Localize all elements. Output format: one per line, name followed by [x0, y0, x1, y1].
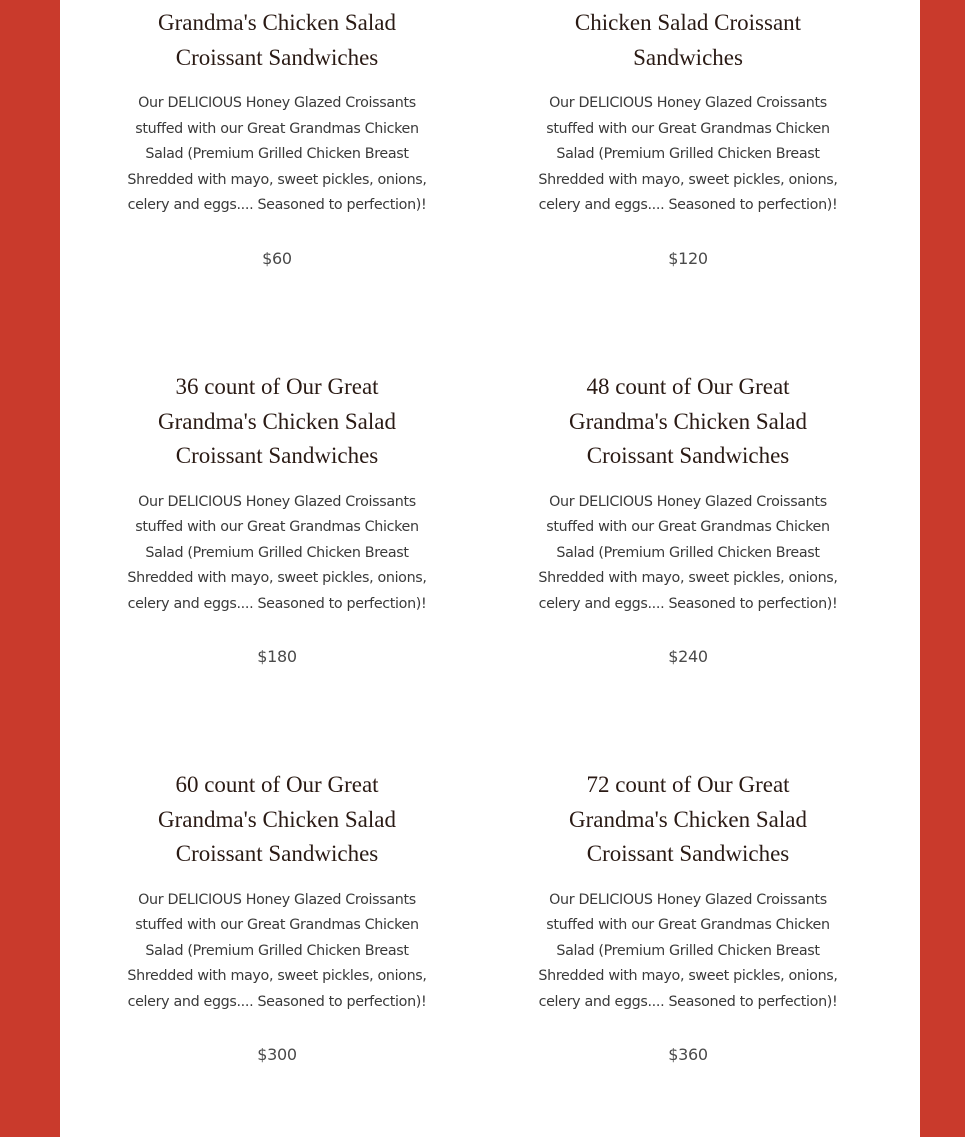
item-price: $120 — [668, 248, 708, 268]
item-title-line: 72 count of Our Great — [586, 772, 790, 797]
item-title-line: Croissant Sandwiches — [175, 443, 379, 468]
item-title — [152, 768, 402, 872]
item-price: $240 — [668, 647, 708, 667]
menu-panel — [60, 0, 920, 1137]
menu-item — [112, 6, 442, 270]
item-description: Our DELICIOUS Honey Glazed Croissants stuffed with our Great Grandmas Chicken Salad (Premium Grilled Chicken Breast Shredded with mayo, sweet pickles, onions, celery and eggs.... Seasoned to perfection)! — [127, 493, 427, 612]
item-title-line: Croissant Sandwiches — [586, 841, 790, 866]
menu-item — [112, 370, 442, 668]
item-title — [152, 370, 402, 474]
item-description: Our DELICIOUS Honey Glazed Croissants stuffed with our Great Grandmas Chicken Salad (Premium Grilled Chicken Breast Shredded with mayo, sweet pickles, onions, celery and eggs.... Seasoned to perfection)! — [127, 891, 427, 1010]
item-title-line: Grandma's Chicken Salad — [569, 408, 807, 434]
menu-item — [523, 6, 853, 270]
item-title-line: Grandma's Chicken Salad — [158, 806, 396, 832]
item-price: $60 — [262, 248, 292, 268]
item-description: Our DELICIOUS Honey Glazed Croissants stuffed with our Great Grandmas Chicken Salad (Premium Grilled Chicken Breast Shredded with mayo, sweet pickles, onions, celery and eggs.... Seasoned to perfection)! — [127, 95, 427, 214]
item-title — [563, 768, 813, 872]
menu-item — [523, 370, 853, 668]
item-title-line: Grandma's Chicken Salad — [158, 10, 396, 35]
item-price: $180 — [257, 647, 297, 667]
item-title-line: Grandma's Chicken Salad — [158, 408, 396, 434]
menu-item — [112, 768, 442, 1066]
item-description: Our DELICIOUS Honey Glazed Croissants stuffed with our Great Grandmas Chicken Salad (Premium Grilled Chicken Breast Shredded with mayo, sweet pickles, onions, celery and eggs.... Seasoned to perfection)! — [538, 891, 838, 1010]
item-price: $300 — [257, 1045, 297, 1065]
item-title — [563, 6, 813, 75]
item-title-line: Sandwiches — [633, 44, 743, 70]
item-description: Our DELICIOUS Honey Glazed Croissants stuffed with our Great Grandmas Chicken Salad (Premium Grilled Chicken Breast Shredded with mayo, sweet pickles, onions, celery and eggs.... Seasoned to perfection)! — [538, 493, 838, 612]
item-description: Our DELICIOUS Honey Glazed Croissants stuffed with our Great Grandmas Chicken Salad (Premium Grilled Chicken Breast Shredded with mayo, sweet pickles, onions, celery and eggs.... Seasoned to perfection)! — [538, 95, 838, 214]
item-title-line: Chicken Salad Croissant — [574, 10, 802, 35]
item-title-line: 36 count of Our Great — [175, 374, 379, 399]
item-title-line: Grandma's Chicken Salad — [569, 806, 807, 832]
item-title-line: 48 count of Our Great — [586, 374, 790, 399]
item-title-line: Croissant Sandwiches — [586, 443, 790, 468]
item-title-line: Croissant Sandwiches — [175, 841, 379, 866]
item-title-line: 60 count of Our Great — [175, 772, 379, 797]
item-title — [152, 6, 402, 75]
item-title-line: Croissant Sandwiches — [175, 44, 379, 70]
menu-item — [523, 768, 853, 1066]
item-price: $360 — [668, 1045, 708, 1065]
item-title — [563, 370, 813, 474]
